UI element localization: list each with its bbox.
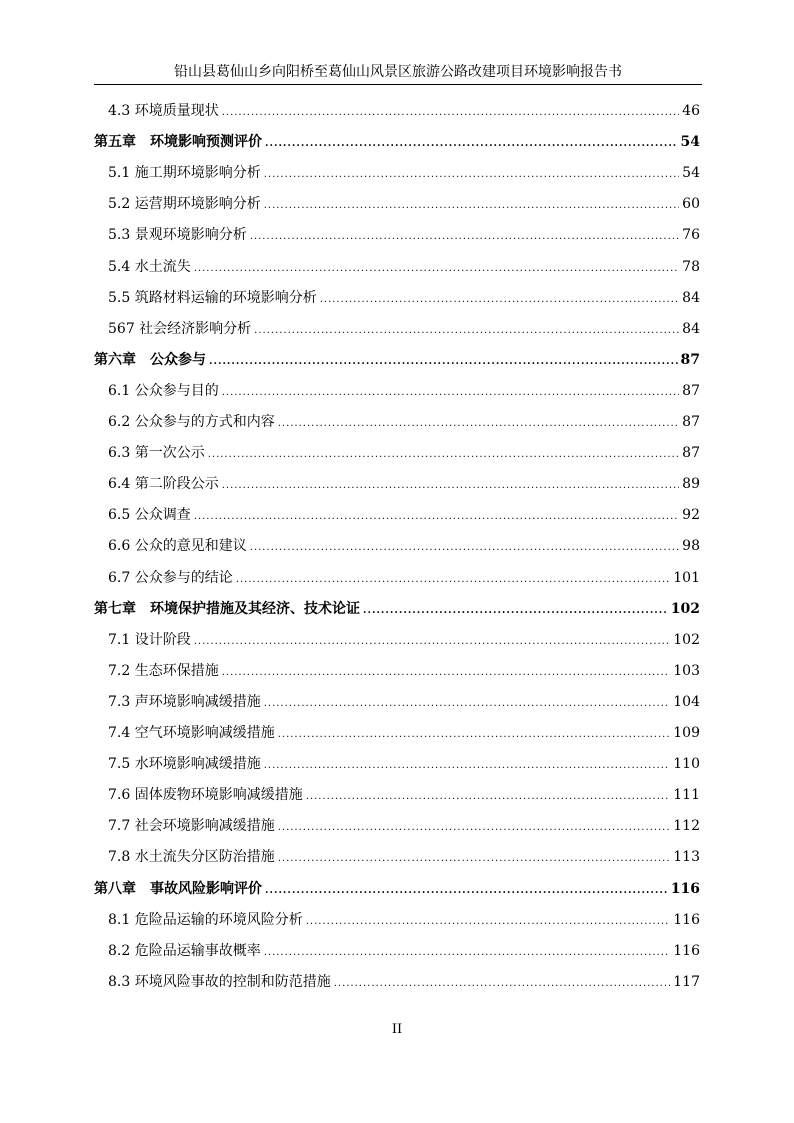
toc-entry-page: 84 [682, 289, 700, 306]
toc-dot-leader [278, 822, 671, 833]
toc-entry-label: 第七章 环境保护措施及其经济、技术论证 [94, 600, 360, 617]
toc-section-entry[interactable] [94, 411, 700, 435]
toc-entry-page: 54 [682, 165, 700, 182]
toc-dot-leader [278, 853, 671, 864]
toc-section-entry[interactable] [94, 629, 700, 653]
toc-section-entry[interactable] [94, 224, 700, 248]
toc-entry-label: 6.1 公众参与目的 [108, 382, 219, 399]
toc-entry-page: 113 [673, 849, 700, 866]
toc-entry-label: 7.5 水环境影响减缓措施 [108, 756, 261, 773]
toc-entry-page: 116 [673, 911, 700, 928]
toc-section-entry[interactable] [94, 784, 700, 808]
toc-dot-leader [320, 294, 679, 305]
toc-dot-leader [334, 978, 671, 989]
toc-entry-label: 6.3 第一次公示 [108, 445, 205, 462]
toc-entry-label: 5.4 水土流失 [108, 258, 191, 275]
toc-entry-label: 4.3 环境质量现状 [108, 103, 219, 119]
toc-chapter-entry[interactable] [94, 349, 700, 373]
toc-entry-label: 7.7 社会环境影响减缓措施 [108, 818, 275, 835]
toc-section-entry[interactable] [94, 287, 700, 311]
toc-chapter-entry[interactable] [94, 878, 700, 902]
toc-section-entry[interactable] [94, 815, 700, 839]
toc-entry-page: 111 [673, 787, 700, 804]
toc-dot-leader [264, 760, 671, 771]
toc-entry-label: 567 社会经济影响分析 [108, 320, 252, 337]
toc-entry-page: 101 [673, 569, 700, 586]
toc-section-entry[interactable] [94, 193, 700, 217]
toc-entry-label: 5.2 运营期环境影响分析 [108, 196, 261, 213]
toc-section-entry[interactable] [94, 722, 700, 746]
toc-dot-leader [222, 107, 679, 118]
toc-section-entry[interactable] [94, 535, 700, 559]
toc-entry-label: 第五章 环境影响预测评价 [94, 134, 262, 151]
toc-dot-leader [194, 636, 671, 647]
toc-dot-leader [265, 138, 678, 149]
toc-entry-label: 5.1 施工期环境影响分析 [108, 165, 261, 182]
document-header-title: 铅山县葛仙山乡向阳桥至葛仙山风景区旅游公路改建项目环境影响报告书 [174, 64, 622, 80]
toc-entry-page: 92 [682, 507, 700, 524]
toc-entry-page: 104 [673, 693, 700, 710]
toc-dot-leader [264, 169, 679, 180]
toc-entry-label: 8.2 危险品运输事故概率 [108, 942, 261, 959]
toc-entry-page: 87 [682, 382, 700, 399]
toc-section-entry[interactable] [94, 504, 700, 528]
toc-entry-label: 第八章 事故风险影响评价 [94, 880, 262, 897]
toc-entry-label: 6.4 第二阶段公示 [108, 476, 219, 493]
toc-dot-leader [306, 916, 671, 927]
toc-dot-leader [264, 947, 671, 958]
toc-dot-leader [222, 667, 671, 678]
toc-dot-leader [194, 263, 679, 274]
toc-entry-label: 5.3 景观环境影响分析 [108, 227, 247, 244]
toc-section-entry[interactable] [94, 256, 700, 280]
toc-section-entry[interactable] [94, 846, 700, 870]
toc-entry-label: 8.3 环境风险事故的控制和防范措施 [108, 973, 331, 990]
toc-dot-leader [222, 387, 679, 398]
toc-section-entry[interactable] [94, 162, 700, 186]
toc-dot-leader [254, 325, 679, 336]
toc-dot-leader [222, 480, 679, 491]
toc-entry-page: 54 [680, 134, 700, 151]
toc-dot-leader [208, 449, 679, 460]
toc-dot-leader [278, 729, 671, 740]
toc-entry-page: 110 [673, 756, 700, 773]
toc-entry-label: 7.1 设计阶段 [108, 631, 191, 648]
toc-section-entry[interactable] [94, 753, 700, 777]
toc-section-entry[interactable] [94, 971, 700, 995]
toc-entry-page: 102 [673, 631, 700, 648]
toc-dot-leader [250, 542, 679, 553]
toc-entry-page: 76 [682, 227, 700, 244]
toc-dot-leader [278, 418, 679, 429]
toc-entry-label: 第六章 公众参与 [94, 351, 206, 368]
toc-entry-page: 46 [682, 103, 700, 119]
toc-entry-label: 8.1 危险品运输的环境风险分析 [108, 911, 303, 928]
toc-chapter-entry[interactable] [94, 598, 700, 622]
toc-dot-leader [264, 698, 671, 709]
toc-dot-leader [250, 231, 679, 242]
toc-entry-page: 87 [682, 414, 700, 430]
toc-entry-page: 117 [673, 973, 700, 990]
toc-entry-page: 89 [682, 476, 700, 493]
toc-entry-label: 6.2 公众参与的方式和内容 [108, 414, 275, 430]
toc-section-entry[interactable] [94, 940, 700, 964]
toc-entry-label: 7.6 固体废物环境影响减缓措施 [108, 787, 303, 804]
toc-entry-page: 78 [682, 258, 700, 275]
toc-section-entry[interactable] [94, 380, 700, 404]
toc-dot-leader [264, 200, 679, 211]
toc-entry-label: 6.6 公众的意见和建议 [108, 538, 247, 555]
toc-section-entry[interactable] [94, 691, 700, 715]
toc-section-entry[interactable] [94, 318, 700, 342]
toc-entry-label: 7.4 空气环境影响减缓措施 [108, 725, 275, 741]
toc-entry-page: 103 [673, 662, 700, 679]
toc-section-entry[interactable] [94, 442, 700, 466]
toc-entry-page: 109 [673, 725, 700, 741]
toc-dot-leader [209, 356, 678, 367]
toc-dot-leader [363, 605, 668, 616]
toc-dot-leader [194, 511, 679, 522]
toc-section-entry[interactable] [94, 909, 700, 933]
toc-entry-page: 116 [673, 942, 700, 959]
page-number: II [391, 1022, 403, 1037]
toc-chapter-entry[interactable] [94, 131, 700, 155]
toc-entry-label: 5.5 筑路材料运输的环境影响分析 [108, 289, 317, 306]
toc-dot-leader [265, 885, 668, 896]
toc-entry-label: 6.7 公众参与的结论 [108, 569, 233, 586]
toc-section-entry[interactable] [94, 567, 700, 591]
toc-entry-page: 84 [682, 320, 700, 337]
toc-entry-page: 87 [680, 351, 700, 368]
toc-entry-page: 112 [673, 818, 700, 835]
toc-section-entry[interactable] [94, 100, 700, 124]
toc-entry-label: 7.8 水土流失分区防治措施 [108, 849, 275, 866]
header-divider [94, 84, 702, 85]
toc-dot-leader [306, 791, 671, 802]
toc-entry-page: 98 [682, 538, 700, 555]
toc-section-entry[interactable] [94, 660, 700, 684]
toc-entry-page: 60 [682, 196, 700, 213]
toc-entry-label: 6.5 公众调查 [108, 507, 191, 524]
toc-entry-label: 7.2 生态环保措施 [108, 662, 219, 679]
toc-entry-page: 116 [670, 880, 700, 897]
toc-section-entry[interactable] [94, 473, 700, 497]
toc-entry-page: 87 [682, 445, 700, 462]
toc-entry-page: 102 [670, 600, 700, 617]
toc-entry-label: 7.3 声环境影响减缓措施 [108, 693, 261, 710]
toc-dot-leader [236, 574, 671, 585]
